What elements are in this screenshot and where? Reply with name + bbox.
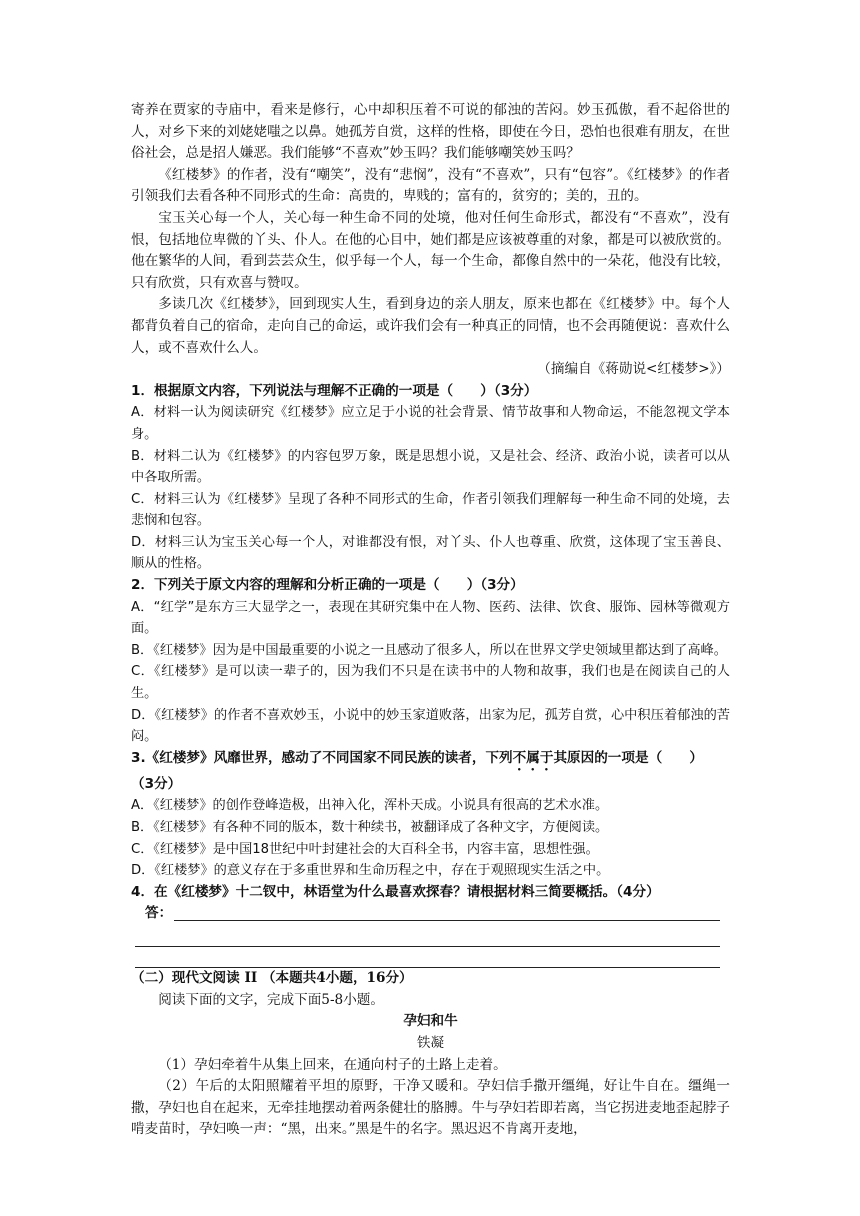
question-4-stem: 4．在《红楼梦》十二钗中，林语堂为什么最喜欢探春？请根据材料三简要概括。（4分） [131, 883, 660, 900]
question-1-option-c: C．材料三认为《红楼梦》呈现了各种不同形式的生命，作者引领我们理解每一种生命不同的处境，去悲悯和包容。 [131, 491, 730, 529]
passage-paragraph-2: 《红楼梦》的作者，没有“嘲笑”，没有“悲悯”，没有“不喜欢”，只有“包容”。《红楼梦》的作者引领我们去看各种不同形式的生命：高贵的，卑贱的；富有的，贫穷的；美的，丑的。 [131, 166, 730, 205]
question-3-score: （3分） [131, 775, 182, 792]
passage-source: （摘编自《蒋勋说<红楼梦>》） [537, 361, 730, 378]
question-1-option-b: B．材料二认为《红楼梦》的内容包罗万象，既是思想小说，又是社会、经济、政治小说，读者可以从中各取所需。 [131, 448, 730, 486]
passage-paragraph-1: 寄养在贾家的寺庙中，看来是修行，心中却积压着不可说的郁浊的苦闷。妙玉孤傲，看不起俗世的人，对乡下来的刘姥姥嗤之以鼻。她孤芳自赏，这样的性格，即使在今日，恐怕也很难有朋友，在世俗社会，总是招人嫌恶。我们能够“不喜欢”妙玉吗？我们能够嘲笑妙玉吗？ [131, 102, 730, 162]
question-1-stem: 1．根据原文内容，下列说法与理解不正确的一项是（ ）（3分） [131, 382, 538, 399]
answer-label: 答： [145, 905, 173, 922]
passage-paragraph-3: 宝玉关心每一个人，关心每一种生命不同的处境，他对任何生命形式，都没有“不喜欢”，没有恨，包括地位卑微的丫头、仆人。在他的心目中，她们都是应该被尊重的对象，都是可以被欣赏的。他在繁华的人间，看到芸芸众生，似乎每一个人，每一个生命，都像自然中的一朵花，他没有比较，只有欣赏，只有欢喜与赞叹。 [131, 209, 730, 291]
question-3-option-b: B．《红楼梦》有各种不同的版本，数十种续书，被翻译成了各种文字，方便阅读。 [131, 820, 609, 835]
question-1-option-a: A．材料一认为阅读研究《红楼梦》应立足于小说的社会背景、情节故事和人物命运，不能忽视文学本身。 [131, 405, 730, 442]
section-2-heading: （二）现代文阅读 II （本题共4小题，16分） [131, 970, 413, 987]
story-paragraph-2: （2）午后的太阳照耀着平坦的原野，干净又暖和。孕妇信手撒开缰绳，好让牛自在。缰绳一撒，孕妇也自在起来，无牵挂地摆动着两条健壮的胳膊。牛与孕妇若即若离，当它拐进麦地歪起脖子啃麦苗时，孕妇唤一声：“黑，出来。”黑是牛的名字。黑迟迟不肯离开麦地， [131, 1078, 730, 1138]
answer-line-3[interactable] [135, 947, 720, 969]
question-2-option-d: D．《红楼梦》的作者不喜欢妙玉，小说中的妙玉家道败落，出家为尼，孤芳自赏，心中积压着郁浊的苦闷。 [131, 707, 730, 745]
question-3-option-d: D．《红楼梦》的意义存在于多重世界和生命历程之中，存在于观照现实生活之中。 [131, 863, 610, 879]
question-1-option-d: D．材料三认为宝玉关心每一个人，对谁都没有恨，对丫头、仆人也尊重、欣赏，这体现了宝玉善良、顺从的性格。 [131, 534, 730, 572]
question-3-emphasis: 不属于 [512, 749, 554, 766]
answer-rule [174, 920, 720, 921]
question-3-stem-part-b: 其原因的一项是（ ） [553, 749, 703, 766]
question-2-option-c: C．《红楼梦》是可以读一辈子的，因为我们不只是在读书中的人物和故事，我们也是在阅读自己的人生。 [131, 664, 730, 702]
question-2-option-b: B．《红楼梦》因为是中国最重要的小说之一且感动了很多人，所以在世界文学史领域里都达到了高峰。 [131, 642, 727, 658]
answer-line-1[interactable] [131, 903, 730, 925]
section-2-instruction: 阅读下面的文字，完成下面5-8小题。 [158, 991, 384, 1008]
story-author: 铁凝 [416, 1034, 445, 1051]
story-title: 孕妇和牛 [403, 1013, 458, 1030]
passage-paragraph-4: 多读几次《红楼梦》，回到现实人生，看到身边的亲人朋友，原来也都在《红楼梦》中。每个人都背负着自己的宿命，走向自己的命运，或许我们会有一种真正的同情，也不会再随便说：喜欢什么人，或不喜欢什么人。 [131, 296, 730, 356]
question-3-option-c: C．《红楼梦》是中国18世纪中叶封建社会的大百科全书，内容丰富，思想性强。 [131, 841, 599, 857]
answer-line-2[interactable] [135, 925, 720, 947]
question-2-option-a: A．“红学”是东方三大显学之一，表现在其研究集中在人物、医药、法律、饮食、服饰、园林等微观方面。 [131, 599, 730, 637]
question-3-stem-part-a: 3.《红楼梦》风靡世界，感动了不同国家不同民族的读者，下列 [131, 749, 513, 766]
question-2-stem: 2．下列关于原文内容的理解和分析正确的一项是（ ）（3分） [131, 577, 524, 594]
exam-content [131, 100, 730, 1141]
story-paragraph-1: （1）孕妇牵着牛从集上回来，在通向村子的土路上走着。 [158, 1056, 507, 1073]
question-3-stem [131, 748, 730, 774]
question-3-option-a: A．《红楼梦》的创作登峰造极，出神入化，浑朴天成。小说具有很高的艺术水准。 [131, 798, 609, 814]
